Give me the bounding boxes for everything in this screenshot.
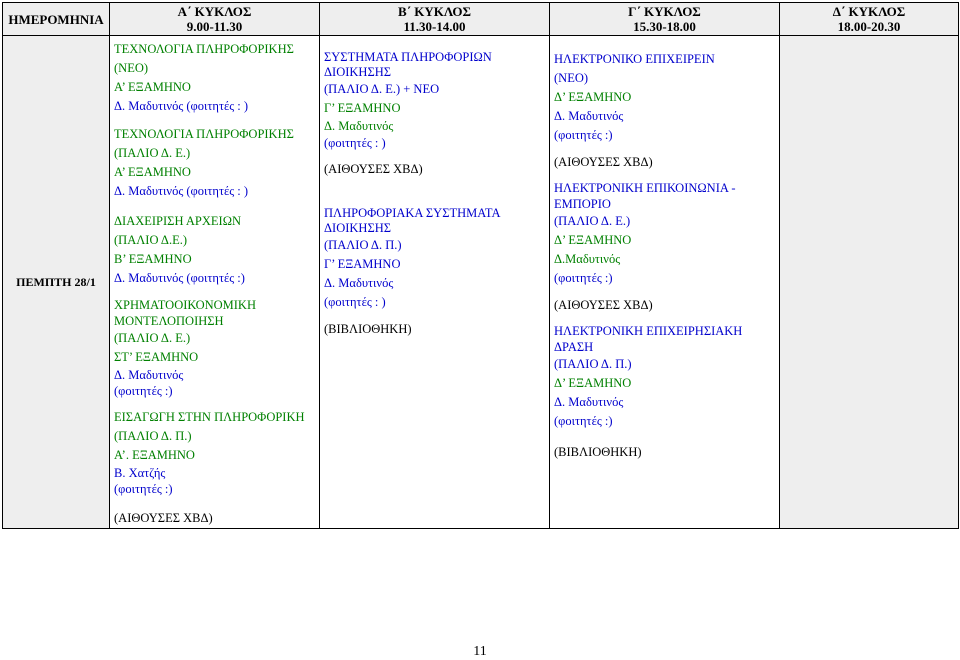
course-program: (ΝΕΟ): [114, 61, 149, 75]
schedule-table: [2, 2, 959, 529]
col-b-cell: [320, 36, 550, 529]
header-col-a: Α΄ ΚΥΚΛΟΣ 9.00-11.30: [110, 3, 320, 36]
course-instructor: Δ. Μαδυτινός (φοιτητές : ): [114, 99, 249, 113]
course-semester: Α’ ΕΞΑΜΗΝΟ: [114, 165, 191, 179]
course-program: (ΝΕΟ): [554, 71, 589, 85]
course-title: ΤΕΧΝΟΛΟΓΙΑ ΠΛΗΡΟΦΟΡΙΚΗΣ: [114, 127, 294, 141]
course-instructor: Δ. Μαδυτινός: [324, 119, 394, 133]
course-title-cont: ΔΙΟΙΚΗΣΗΣ: [324, 65, 392, 79]
col-c-cell: [550, 36, 780, 529]
course-program: (ΠΑΛΙΟ Δ. Ε.): [114, 146, 191, 160]
course-title: ΣΥΣΤΗΜΑΤΑ ΠΛΗΡΟΦΟΡΙΩΝ: [324, 50, 492, 64]
header-col-c: Γ΄ ΚΥΚΛΟΣ 15.30-18.00: [550, 3, 780, 36]
course-students: (φοιτητές :): [554, 271, 613, 285]
course-title-cont: ΕΜΠΟΡΙΟ: [554, 197, 611, 211]
course-title-cont: ΔΙΟΙΚΗΣΗΣ: [324, 221, 392, 235]
page-number: 11: [473, 644, 487, 659]
course-instructor: Δ. Μαδυτινός (φοιτητές :): [114, 271, 245, 285]
course-instructor: Δ.Μαδυτινός: [554, 252, 621, 266]
room-label: (ΑΙΘΟΥΣΕΣ ΧΒΔ): [324, 162, 423, 176]
course-instructor: Δ. Μαδυτινός (φοιτητές : ): [114, 184, 249, 198]
room-label: (ΒΙΒΛΙΟΘΗΚΗ): [324, 322, 412, 336]
course-semester: Β’ ΕΞΑΜΗΝΟ: [114, 252, 192, 266]
room-label: (ΑΙΘΟΥΣΕΣ ΧΒΔ): [554, 155, 653, 169]
course-semester: Δ’ ΕΞΑΜΗΝΟ: [554, 376, 632, 390]
course-semester: Α’. ΕΞΑΜΗΝΟ: [114, 448, 195, 462]
course-title: ΠΛΗΡΟΦΟΡΙΑΚΑ ΣΥΣΤΗΜΑΤΑ: [324, 206, 501, 220]
col-a-cell: [110, 36, 320, 529]
course-students: (φοιτητές :): [114, 384, 173, 398]
course-semester: Δ’ ΕΞΑΜΗΝΟ: [554, 233, 632, 247]
room-label: (ΒΙΒΛΙΟΘΗΚΗ): [554, 445, 642, 459]
course-students: (φοιτητές : ): [324, 136, 386, 150]
course-program: (ΠΑΛΙΟ Δ. Ε.): [554, 214, 631, 228]
course-title: ΔΙΑΧΕΙΡΙΣΗ ΑΡΧΕΙΩΝ: [114, 214, 242, 228]
course-title: ΧΡΗΜΑΤΟΟΙΚΟΝΟΜΙΚΗ: [114, 298, 256, 312]
course-students: (φοιτητές : ): [324, 295, 386, 309]
course-instructor: Δ. Μαδυτινός: [324, 276, 394, 290]
room-label: (ΑΙΘΟΥΣΕΣ ΧΒΔ): [554, 298, 653, 312]
course-semester: Γ’ ΕΞΑΜΗΝΟ: [324, 257, 401, 271]
date-cell: ΠΕΜΠΤΗ 28/1: [3, 36, 110, 529]
room-label: (ΑΙΘΟΥΣΕΣ ΧΒΔ): [114, 511, 213, 525]
course-program: (ΠΑΛΙΟ Δ. Π.): [324, 238, 402, 252]
day-row: [3, 36, 959, 529]
course-semester: Γ’ ΕΞΑΜΗΝΟ: [324, 101, 401, 115]
header-date: ΗΜΕΡΟΜΗΝΙΑ: [3, 3, 110, 36]
course-students: (φοιτητές :): [554, 414, 613, 428]
header-col-d: Δ΄ ΚΥΚΛΟΣ 18.00-20.30: [780, 3, 959, 36]
course-title: ΕΙΣΑΓΩΓΗ ΣΤΗΝ ΠΛΗΡΟΦΟΡΙΚΗ: [114, 410, 305, 424]
course-semester: Δ’ ΕΞΑΜΗΝΟ: [554, 90, 632, 104]
course-semester: ΣΤ’ ΕΞΑΜΗΝΟ: [114, 350, 199, 364]
course-program: (ΠΑΛΙΟ Δ. Ε.): [114, 331, 191, 345]
course-instructor: Δ. Μαδυτινός: [114, 368, 184, 382]
course-semester: Α’ ΕΞΑΜΗΝΟ: [114, 80, 191, 94]
course-students: (φοιτητές :): [554, 128, 613, 142]
course-title: ΗΛΕΚΤΡΟΝΙΚΗ ΕΠΙΧΕΙΡΗΣΙΑΚΗ: [554, 324, 743, 338]
course-program: (ΠΑΛΙΟ Δ. Ε.) + ΝΕΟ: [324, 82, 440, 96]
course-instructor: Δ. Μαδυτινός: [554, 395, 624, 409]
header-col-b: Β΄ ΚΥΚΛΟΣ 11.30-14.00: [320, 3, 550, 36]
course-program: (ΠΑΛΙΟ Δ. Π.): [114, 429, 192, 443]
course-title-cont: ΜΟΝΤΕΛΟΠΟΙΗΣΗ: [114, 314, 224, 328]
course-students: (φοιτητές :): [114, 482, 173, 496]
course-program: (ΠΑΛΙΟ Δ. Π.): [554, 357, 632, 371]
header-row: [3, 3, 959, 36]
course-instructor: Δ. Μαδυτινός: [554, 109, 624, 123]
course-title-cont: ΔΡΑΣΗ: [554, 340, 594, 354]
course-title: ΗΛΕΚΤΡΟΝΙΚΗ ΕΠΙΚΟΙΝΩΝΙΑ -: [554, 181, 736, 195]
course-program: (ΠΑΛΙΟ Δ.Ε.): [114, 233, 187, 247]
col-d-cell: [780, 36, 959, 529]
course-title: ΤΕΧΝΟΛΟΓΙΑ ΠΛΗΡΟΦΟΡΙΚΗΣ: [114, 42, 294, 56]
course-instructor: Β. Χατζής: [114, 466, 166, 480]
course-title: ΗΛΕΚΤΡΟΝΙΚΟ ΕΠΙΧΕΙΡΕΙΝ: [554, 52, 715, 66]
